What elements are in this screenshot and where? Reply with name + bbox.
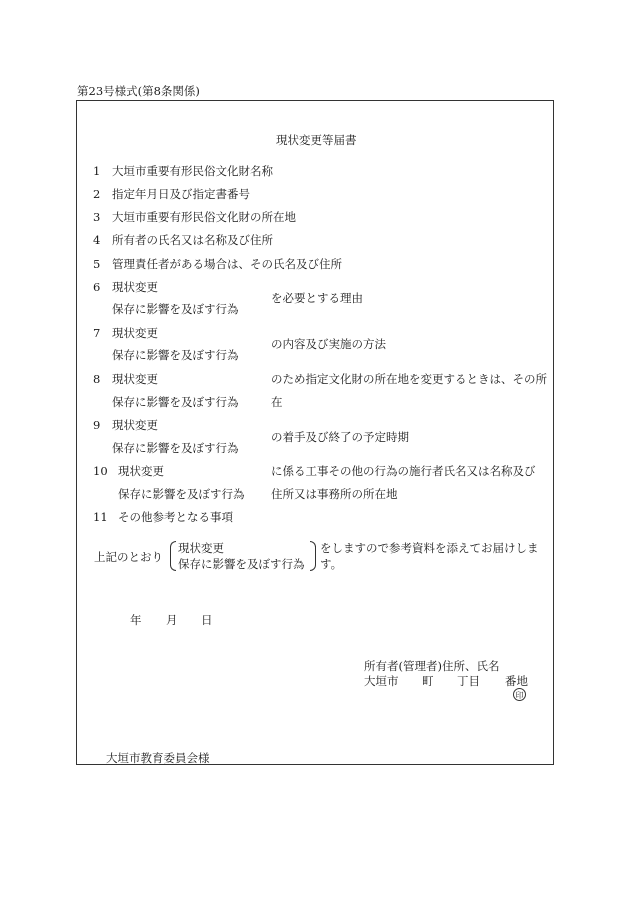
addressee: 大垣市教育委員会様 — [106, 751, 210, 765]
item-7-number: 7 — [93, 326, 101, 340]
date-month: 月 — [166, 613, 178, 627]
owner-city: 大垣市 — [364, 674, 399, 688]
form-title: 現状変更等届書 — [276, 133, 357, 147]
item-8-line2: 保存に影響を及ぼす行為 — [112, 395, 239, 409]
item-7-line1: 現状変更 — [112, 326, 158, 340]
item-9-line2: 保存に影響を及ぼす行為 — [112, 441, 239, 455]
item-8-line1: 現状変更 — [112, 372, 158, 386]
item-4-number: 4 — [93, 233, 101, 247]
owner-label: 所有者(管理者)住所、氏名 — [364, 659, 500, 673]
statement-option-2: 保存に影響を及ぼす行為 — [178, 557, 305, 571]
item-3-text: 大垣市重要有形民俗文化財の所在地 — [112, 210, 296, 224]
item-7-suffix: の内容及び実施の方法 — [271, 337, 386, 351]
item-10-suffix-line1: に係る工事その他の行為の施行者氏名又は名称及び — [271, 464, 536, 478]
item-2-text: 指定年月日及び指定書番号 — [112, 187, 250, 201]
owner-banchi: 番地 — [505, 674, 528, 688]
item-7-line2: 保存に影響を及ぼす行為 — [112, 348, 239, 362]
statement-option-1: 現状変更 — [178, 541, 224, 555]
date-year: 年 — [130, 613, 142, 627]
owner-chome: 丁目 — [457, 674, 480, 688]
seal-mark: 印 — [513, 688, 526, 701]
owner-town: 町 — [422, 674, 434, 688]
item-3-number: 3 — [93, 210, 101, 224]
item-6-suffix: を必要とする理由 — [271, 291, 363, 305]
item-2-number: 2 — [93, 187, 101, 201]
statement-suffix-line2: す。 — [320, 557, 343, 571]
item-9-suffix: の着手及び終了の予定時期 — [271, 430, 409, 444]
item-8-suffix-line2: 在 — [271, 395, 283, 409]
date-day: 日 — [201, 613, 213, 627]
item-6-number: 6 — [93, 280, 101, 294]
item-10-line1: 現状変更 — [118, 464, 164, 478]
item-6-line1: 現状変更 — [112, 280, 158, 294]
item-9-line1: 現状変更 — [112, 418, 158, 432]
statement-prefix: 上記のとおり — [94, 550, 163, 564]
item-9-number: 9 — [93, 418, 101, 432]
item-4-text: 所有者の氏名又は名称及び住所 — [112, 233, 273, 247]
right-bracket — [310, 541, 316, 571]
item-10-line2: 保存に影響を及ぼす行為 — [118, 487, 245, 501]
statement-suffix-line1: をしますので参考資料を添えてお届けしま — [320, 541, 539, 555]
item-10-suffix-line2: 住所又は事務所の所在地 — [271, 487, 398, 501]
item-8-suffix-line1: のため指定文化財の所在地を変更するときは、その所 — [271, 372, 547, 386]
item-10-number: 10 — [93, 464, 108, 478]
item-5-number: 5 — [93, 257, 101, 271]
item-11-text: その他参考となる事項 — [118, 510, 233, 524]
item-11-number: 11 — [93, 510, 108, 524]
item-1-text: 大垣市重要有形民俗文化財名称 — [112, 164, 273, 178]
form-number: 第23号様式(第8条関係) — [77, 84, 200, 98]
item-6-line2: 保存に影響を及ぼす行為 — [112, 302, 239, 316]
item-5-text: 管理責任者がある場合は、その氏名及び住所 — [112, 257, 342, 271]
item-8-number: 8 — [93, 372, 101, 386]
left-bracket — [170, 541, 176, 571]
item-1-number: 1 — [93, 164, 101, 178]
